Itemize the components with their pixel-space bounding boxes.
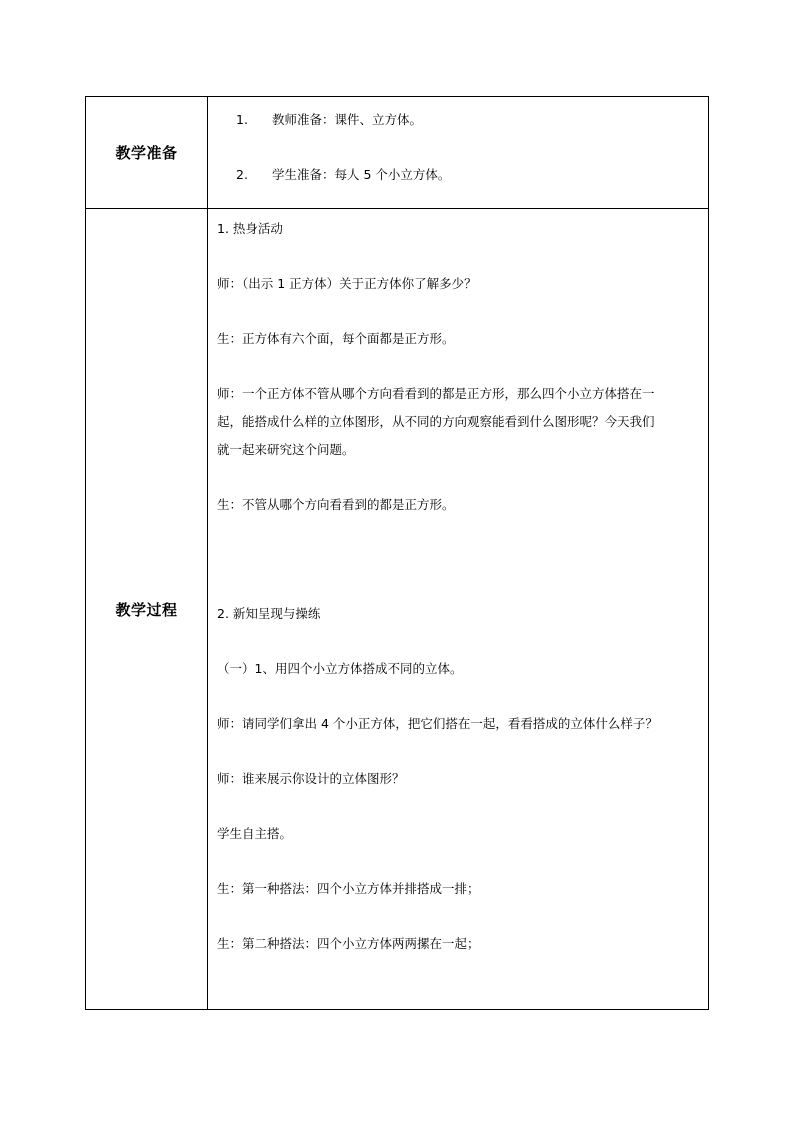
teaching-process-row	[86, 209, 708, 1009]
dialogue-line: 生：不管从哪个方向看看到的都是正方形。	[217, 497, 455, 512]
process-content-cell	[208, 209, 708, 1009]
dialogue-line: 生：第一种搭法：四个小立方体并排搭成一排；	[217, 881, 480, 896]
teaching-preparation-row	[86, 97, 708, 209]
dialogue-line: 师：（出示 1 正方体）关于正方体你了解多少？	[217, 276, 477, 291]
preparation-item-number: 2.	[236, 167, 248, 182]
dialogue-line: 生：第二种搭法：四个小立方体两两摞在一起；	[217, 936, 480, 951]
dialogue-line: 生：正方体有六个面，每个面都是正方形。	[217, 331, 455, 346]
preparation-item-number: 1.	[236, 112, 248, 127]
dialogue-line: 师：一个正方体不管从哪个方向看看到的都是正方形，那么四个小立方体搭在一	[217, 386, 655, 401]
subsection-heading: （一）1、用四个小立方体搭成不同的立体。	[217, 661, 463, 676]
process-label-cell	[86, 209, 208, 1009]
preparation-label: 教学准备	[115, 144, 178, 162]
preparation-item	[236, 112, 422, 128]
preparation-content-cell	[208, 97, 708, 208]
preparation-item-text: 学生准备：每人 5 个小立方体。	[272, 167, 451, 182]
preparation-label-cell	[86, 97, 208, 208]
dialogue-line: 师：谁来展示你设计的立体图形？	[217, 771, 405, 786]
preparation-item	[236, 167, 450, 183]
preparation-item-text: 教师准备：课件、立方体。	[272, 112, 423, 127]
section-heading: 2. 新知呈现与操练	[217, 606, 321, 621]
dialogue-line-continued: 起，能搭成什么样的立体图形，从不同的方向观察能看到什么图形呢？今天我们	[217, 414, 655, 429]
section-heading: 1. 热身活动	[217, 221, 283, 236]
dialogue-line: 师：请同学们拿出 4 个小正方体，把它们搭在一起，看看搭成的立体什么样子？	[217, 716, 658, 731]
lesson-plan-table	[85, 96, 709, 1010]
activity-note: 学生自主搭。	[217, 826, 293, 841]
process-label: 教学过程	[115, 600, 178, 619]
dialogue-line-continued: 就一起来研究这个问题。	[217, 442, 355, 457]
